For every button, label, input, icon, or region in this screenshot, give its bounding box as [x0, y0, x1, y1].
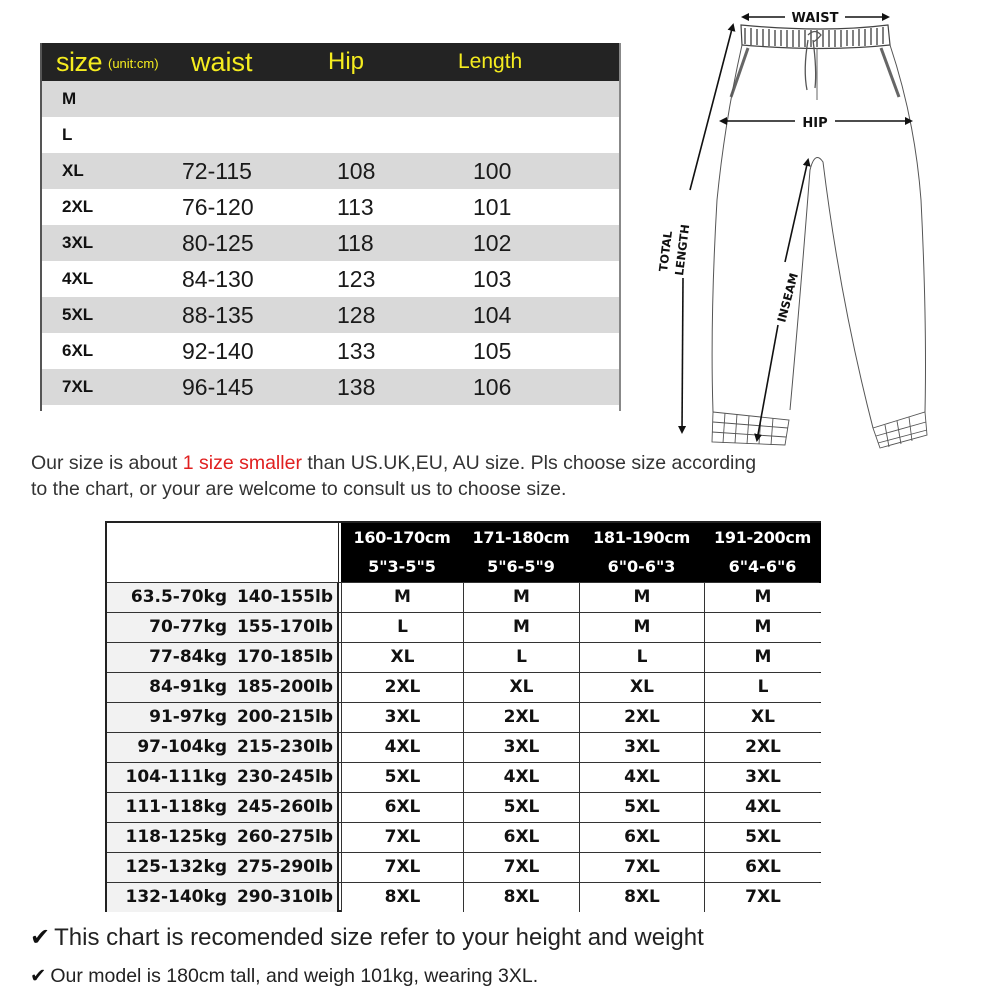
size-cell: 3XL [62, 233, 94, 252]
size-cell: 6XL [704, 853, 821, 882]
size-cell: 4XL [579, 763, 704, 792]
header-length: Length [458, 50, 523, 73]
pants-illustration [645, 0, 975, 450]
size-cell: 8XL [579, 883, 704, 912]
header-unit: (unit:cm) [108, 56, 159, 71]
weight-label: 118-125kg 260-275lb [107, 823, 339, 852]
weight-label: 63.5-70kg 140-155lb [107, 583, 339, 612]
size-cell: M [463, 613, 579, 642]
weight-label: 91-97kg 200-215lb [107, 703, 339, 732]
size-cell: XL [62, 161, 84, 180]
weight-label: 70-77kg 155-170lb [107, 613, 339, 642]
table-row [42, 225, 619, 261]
size-cell: 7XL [341, 853, 463, 882]
table-row [107, 732, 819, 762]
footnote-chart-recommendation: ✔ This chart is recomended size refer to your height and weight [30, 923, 704, 951]
header-waist: waist [191, 47, 253, 77]
table-row [107, 612, 819, 642]
size-cell: 4XL [704, 793, 821, 822]
size-cell: 3XL [704, 763, 821, 792]
size-cell: M [463, 583, 579, 612]
table-corner-cell [107, 523, 339, 583]
size-cell: 7XL [704, 883, 821, 912]
size-cell: XL [579, 673, 704, 702]
size-cell: 5XL [62, 305, 94, 324]
size-cell: M [341, 583, 463, 612]
size-cell: 7XL [341, 823, 463, 852]
table-row [42, 261, 619, 297]
table-row [42, 153, 619, 189]
weight-label: 77-84kg 170-185lb [107, 643, 339, 672]
waist-cell: 88-135 [182, 302, 254, 328]
hip-cell: 123 [337, 266, 376, 292]
height-column-header: 181-190cm 6"0-6"3 [579, 523, 704, 583]
size-cell: 6XL [62, 341, 94, 360]
size-cell: 5XL [341, 763, 463, 792]
size-cell: 8XL [463, 883, 579, 912]
size-cell: 4XL [62, 269, 94, 288]
table-row [107, 762, 819, 792]
table-row [107, 672, 819, 702]
size-cell: M [579, 613, 704, 642]
size-cell: L [341, 613, 463, 642]
size-cell: 5XL [704, 823, 821, 852]
weight-label: 125-132kg 275-290lb [107, 853, 339, 882]
size-cell: 6XL [579, 823, 704, 852]
table-row [107, 642, 819, 672]
height-column-header: 171-180cm 5"6-5"9 [463, 523, 579, 583]
size-cell: M [704, 613, 821, 642]
length-cell: 106 [473, 374, 512, 400]
hip-cell: 128 [337, 302, 376, 328]
weight-label: 97-104kg 215-230lb [107, 733, 339, 762]
table-row [107, 852, 819, 882]
size-cell: 7XL [463, 853, 579, 882]
size-cell: L [463, 643, 579, 672]
size-cell: 5XL [463, 793, 579, 822]
hip-cell: 138 [337, 374, 376, 400]
weight-label: 111-118kg 245-260lb [107, 793, 339, 822]
size-cell: M [704, 643, 821, 672]
waist-cell: 96-145 [182, 374, 254, 400]
length-cell: 102 [473, 230, 512, 256]
size-cell: XL [463, 673, 579, 702]
table-row [107, 582, 819, 612]
weight-label: 84-91kg 185-200lb [107, 673, 339, 702]
size-cell: M [579, 583, 704, 612]
table-row [42, 81, 619, 117]
weight-label: 104-111kg 230-245lb [107, 763, 339, 792]
size-cell: L [579, 643, 704, 672]
height-column-header: 160-170cm 5"3-5"5 [341, 523, 463, 583]
size-cell: 3XL [579, 733, 704, 762]
size-cell: 7XL [579, 853, 704, 882]
measurement-size-table [40, 43, 621, 411]
size-cell: 2XL [579, 703, 704, 732]
header-size: size [56, 47, 103, 77]
size-cell: 2XL [463, 703, 579, 732]
waist-cell: 76-120 [182, 194, 254, 220]
length-cell: 103 [473, 266, 512, 292]
size-note [31, 450, 911, 502]
size-cell: 2XL [62, 197, 94, 216]
hip-cell: 133 [337, 338, 376, 364]
check-icon: ✔ [30, 923, 51, 951]
hip-cell: 113 [337, 194, 374, 220]
size-cell: 6XL [463, 823, 579, 852]
waist-cell: 80-125 [182, 230, 254, 256]
size-cell: 7XL [62, 377, 94, 396]
total-length-label-line2: LENGTH [672, 223, 693, 277]
table-row [42, 297, 619, 333]
size-cell: 5XL [579, 793, 704, 822]
hip-label: HIP [802, 116, 828, 131]
header-hip: Hip [328, 48, 365, 75]
footnote-model-info: ✔ Our model is 180cm tall, and weigh 101kg, wearing 3XL. [30, 964, 539, 987]
size-note-line2: to the chart, or your are welcome to consult us to choose size. [31, 478, 567, 500]
size-cell: L [62, 125, 73, 144]
size-cell: XL [704, 703, 821, 732]
hip-cell: 118 [337, 230, 374, 256]
size-cell: 2XL [341, 673, 463, 702]
size-cell: L [704, 673, 821, 702]
table-row [42, 189, 619, 225]
check-icon: ✔ [30, 964, 47, 987]
table-row [107, 882, 819, 912]
table-row [42, 369, 619, 405]
measurement-table-header [42, 43, 619, 81]
total-length-label-line1: TOTAL [656, 230, 675, 273]
size-note-line1: Our size is about 1 size smaller than US.UK,EU, AU size. Pls choose size according [31, 452, 757, 474]
table-row [42, 117, 619, 153]
size-cell: 2XL [704, 733, 821, 762]
table-row [107, 792, 819, 822]
table-row [42, 333, 619, 369]
size-cell: 4XL [341, 733, 463, 762]
size-cell: 6XL [341, 793, 463, 822]
waist-cell: 72-115 [182, 158, 252, 184]
inseam-label: INSEAM [774, 271, 801, 324]
waist-cell: 84-130 [182, 266, 254, 292]
pants-measurement-diagram [645, 0, 975, 450]
size-cell: 3XL [463, 733, 579, 762]
size-cell: 4XL [463, 763, 579, 792]
length-cell: 100 [473, 158, 512, 184]
size-note-highlight: 1 size smaller [182, 452, 302, 474]
waist-label: WAIST [791, 11, 839, 26]
height-weight-size-table [105, 521, 821, 912]
length-cell: 105 [473, 338, 512, 364]
waist-cell: 92-140 [182, 338, 254, 364]
table-row [107, 822, 819, 852]
table-row [107, 702, 819, 732]
length-cell: 101 [473, 194, 512, 220]
weight-label: 132-140kg 290-310lb [107, 883, 339, 912]
length-cell: 104 [473, 302, 512, 328]
size-cell: 8XL [341, 883, 463, 912]
size-cell: M [704, 583, 821, 612]
height-column-header: 191-200cm 6"4-6"6 [704, 523, 821, 583]
size-cell: M [62, 89, 77, 108]
size-cell: 3XL [341, 703, 463, 732]
hip-cell: 108 [337, 158, 376, 184]
size-cell: XL [341, 643, 463, 672]
